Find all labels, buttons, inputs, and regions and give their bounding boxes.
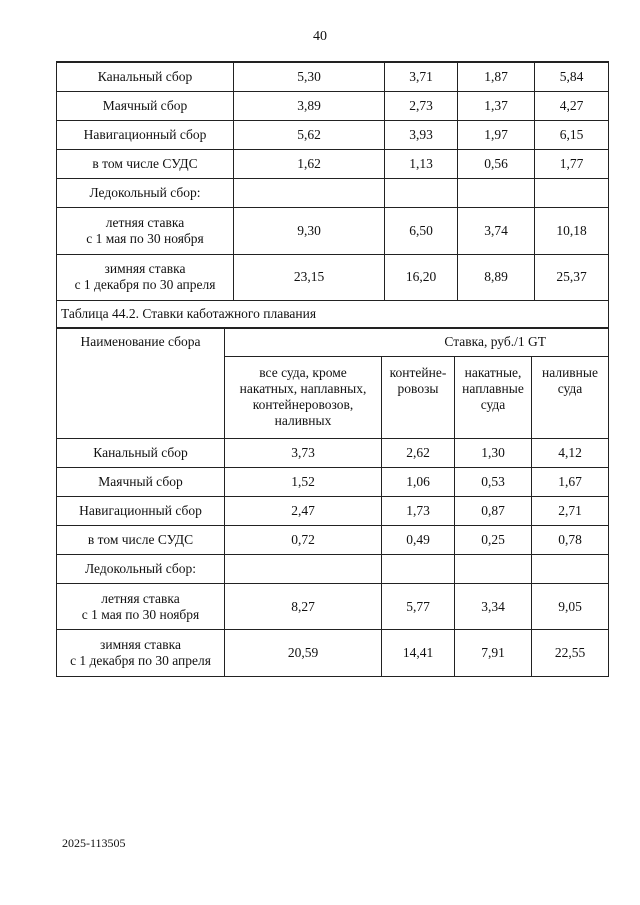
table-row xyxy=(57,207,609,254)
cell-value: 25,37 xyxy=(535,254,609,300)
cell-value: 1,73 xyxy=(382,497,455,526)
row-label xyxy=(57,207,234,254)
cell-value: 3,93 xyxy=(385,120,458,149)
column-header-rate: Ставка, руб./1 GT xyxy=(225,329,609,357)
cell-value: 1,67 xyxy=(532,468,609,497)
cell-value: 2,73 xyxy=(385,91,458,120)
cell-value: 1,77 xyxy=(535,149,609,178)
header-line: наплавные xyxy=(462,381,524,396)
row-label: Маячный сбор xyxy=(57,91,234,120)
cell-value: 3,73 xyxy=(225,439,382,468)
row-label-line: с 1 декабря по 30 апреля xyxy=(74,277,216,292)
cell-value: 5,77 xyxy=(382,584,455,630)
cell-value: 10,18 xyxy=(535,207,609,254)
column-header-all-vessels xyxy=(225,357,382,439)
table-row xyxy=(57,439,609,468)
cell-value: 8,27 xyxy=(225,584,382,630)
header-line: накатных, наплавных, xyxy=(239,381,367,396)
cell-value: 2,62 xyxy=(382,439,455,468)
coastal-rates-table xyxy=(56,328,609,677)
table-row xyxy=(57,555,609,584)
row-label: Канальный сбор xyxy=(57,62,234,91)
empty-cell xyxy=(382,555,455,584)
row-label xyxy=(57,630,225,677)
row-label-line: зимняя ставка xyxy=(100,637,181,652)
table-row xyxy=(57,630,609,677)
row-label: Ледокольный сбор: xyxy=(57,178,234,207)
table-caption-row xyxy=(57,300,609,327)
row-label: в том числе СУДС xyxy=(57,526,225,555)
row-label xyxy=(57,254,234,300)
header-line: суда xyxy=(557,381,583,396)
table-row xyxy=(57,254,609,300)
header-row xyxy=(57,329,609,357)
header-line: контейне- xyxy=(389,365,447,380)
header-line: все суда, кроме xyxy=(259,365,347,380)
row-label: в том числе СУДС xyxy=(57,149,234,178)
table-caption: Таблица 44.2. Ставки каботажного плавания xyxy=(57,300,609,327)
cell-value: 0,53 xyxy=(455,468,532,497)
header-line: контейнеровозов, xyxy=(252,397,354,412)
table-row xyxy=(57,526,609,555)
cell-value: 16,20 xyxy=(385,254,458,300)
cell-value: 0,78 xyxy=(532,526,609,555)
table-row xyxy=(57,497,609,526)
row-label: Маячный сбор xyxy=(57,468,225,497)
cell-value: 5,30 xyxy=(234,62,385,91)
cell-value: 0,56 xyxy=(458,149,535,178)
empty-cell xyxy=(385,178,458,207)
header-line: накатные, xyxy=(464,365,522,380)
page-number: 40 xyxy=(313,29,327,44)
cell-value: 2,71 xyxy=(532,497,609,526)
cell-value: 1,06 xyxy=(382,468,455,497)
cell-value: 14,41 xyxy=(382,630,455,677)
table-row xyxy=(57,120,609,149)
header-line: суда xyxy=(480,397,506,412)
row-label-line: с 1 декабря по 30 апреля xyxy=(70,653,211,668)
column-header-roro-vessels xyxy=(455,357,532,439)
empty-cell xyxy=(225,555,382,584)
cell-value: 9,30 xyxy=(234,207,385,254)
empty-cell xyxy=(532,555,609,584)
row-label: Ледокольный сбор: xyxy=(57,555,225,584)
cell-value: 0,49 xyxy=(382,526,455,555)
cell-value: 1,62 xyxy=(234,149,385,178)
cell-value: 20,59 xyxy=(225,630,382,677)
cell-value: 8,89 xyxy=(458,254,535,300)
cell-value: 1,52 xyxy=(225,468,382,497)
table-row xyxy=(57,178,609,207)
cell-value: 3,89 xyxy=(234,91,385,120)
table-row xyxy=(57,584,609,630)
column-header-container-ships xyxy=(382,357,455,439)
cell-value: 3,71 xyxy=(385,62,458,91)
empty-cell xyxy=(455,555,532,584)
row-label-line: летняя ставка xyxy=(105,214,185,230)
row-label: Навигационный сбор xyxy=(57,497,225,526)
cell-value: 4,12 xyxy=(532,439,609,468)
document-id: 2025-113505 xyxy=(62,836,126,850)
cell-value: 5,84 xyxy=(535,62,609,91)
cell-value: 0,72 xyxy=(225,526,382,555)
cell-value: 1,37 xyxy=(458,91,535,120)
cell-value: 22,55 xyxy=(532,630,609,677)
cell-value: 5,62 xyxy=(234,120,385,149)
cell-value: 0,25 xyxy=(455,526,532,555)
cell-value: 3,74 xyxy=(458,207,535,254)
header-line: наливных xyxy=(274,413,332,428)
cell-value: 1,13 xyxy=(385,149,458,178)
header-line: ровозы xyxy=(397,381,439,396)
cell-value: 3,34 xyxy=(455,584,532,630)
cell-value: 1,97 xyxy=(458,120,535,149)
cell-value: 2,47 xyxy=(225,497,382,526)
row-label: Навигационный сбор xyxy=(57,120,234,149)
cell-value: 7,91 xyxy=(455,630,532,677)
cell-value: 4,27 xyxy=(535,91,609,120)
row-label-line: с 1 мая по 30 ноября xyxy=(81,606,200,622)
empty-cell xyxy=(535,178,609,207)
cell-value: 1,87 xyxy=(458,62,535,91)
column-header-tankers xyxy=(532,357,609,439)
table-row xyxy=(57,149,609,178)
table-row xyxy=(57,62,609,91)
cell-value: 9,05 xyxy=(532,584,609,630)
cell-value: 1,30 xyxy=(455,439,532,468)
row-label xyxy=(57,584,225,630)
row-label: Канальный сбор xyxy=(57,439,225,468)
column-header-name: Наименование сбора xyxy=(57,329,225,439)
row-label-line: зимняя ставка xyxy=(104,261,186,276)
row-label-line: с 1 мая по 30 ноября xyxy=(86,230,204,246)
header-line: наливные xyxy=(542,365,598,380)
row-label-line: летняя ставка xyxy=(101,590,180,606)
cell-value: 0,87 xyxy=(455,497,532,526)
cell-value: 6,15 xyxy=(535,120,609,149)
fee-table-continued xyxy=(56,61,609,328)
empty-cell xyxy=(458,178,535,207)
cell-value: 23,15 xyxy=(234,254,385,300)
table-row xyxy=(57,91,609,120)
cell-value: 6,50 xyxy=(385,207,458,254)
table-row xyxy=(57,468,609,497)
empty-cell xyxy=(234,178,385,207)
